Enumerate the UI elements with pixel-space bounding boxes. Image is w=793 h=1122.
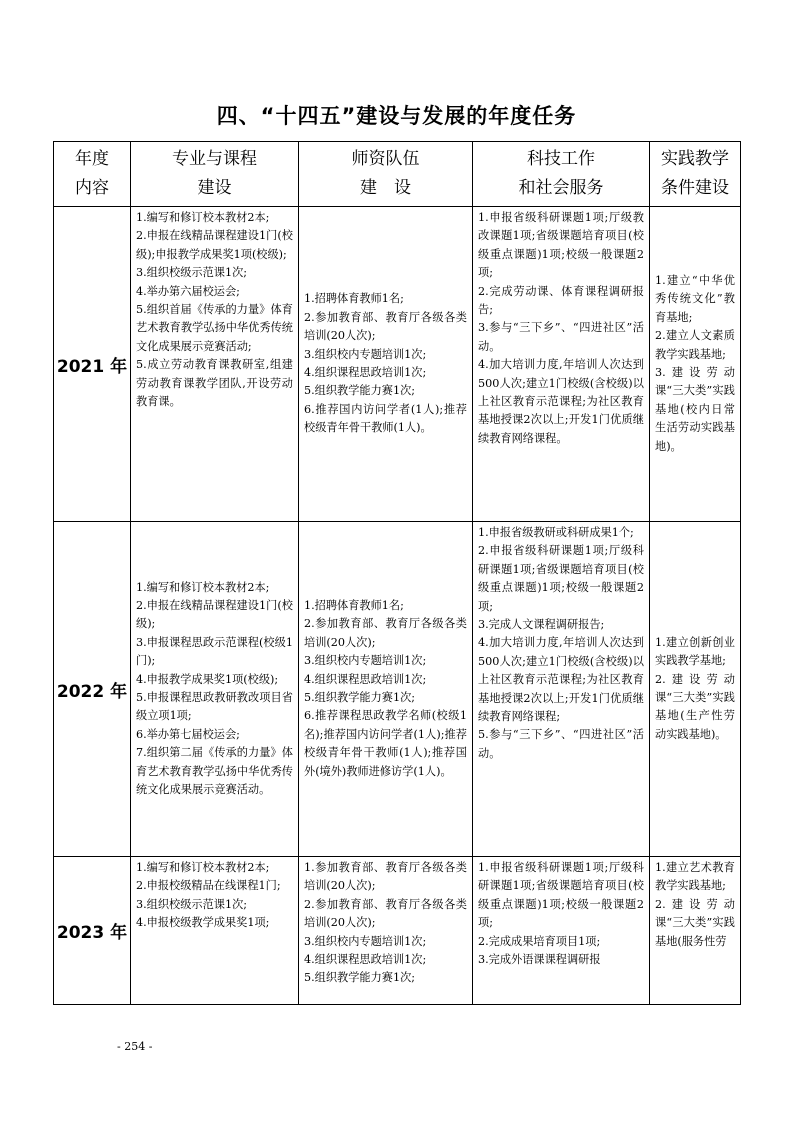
list-item: 3.组织校内专题培训1次; <box>304 347 427 361</box>
list-item: 4.加大培训力度,年培训人次达到500人次;建立1门校级(含校级)以上社区教育示范课程;为社区教育基地授课2次以上;开发1门优质继续教育网络课程。 <box>478 358 644 445</box>
page-number: - 254 - <box>117 1040 153 1053</box>
table-row <box>54 857 741 1005</box>
list-item: 2.建设劳动课“三大类”实践基地(生产性劳动实践基地)。 <box>655 672 735 741</box>
list-item: 1.建立创新创业实践教学基地; <box>655 635 735 668</box>
list-item: 5.组织教学能力赛1次; <box>304 971 416 985</box>
year-cell: 2021 年 <box>54 207 131 522</box>
list-item: 2.参加教育部、教育厅各级各类培训(20人次); <box>304 617 467 649</box>
header-line: 专业与课程 <box>172 149 257 169</box>
list-item: 1.招聘体育教师1名; <box>304 598 404 612</box>
header-line: 科技工作 <box>527 149 595 169</box>
list-item: 2.建立人文素质教学实践基地; <box>655 329 735 361</box>
list-item: 5.组织教学能力赛1次; <box>304 384 416 398</box>
year-cell: 2022 年 <box>54 522 131 857</box>
list-item: 4.组织课程思政培训1次; <box>304 953 427 967</box>
practice-cell <box>650 207 741 522</box>
list-item: 2.完成成果培育项目1项; <box>478 934 601 948</box>
year-cell: 2023 年 <box>54 857 131 1005</box>
header-line: 内容 <box>75 178 109 198</box>
list-item: 5.申报课程思政教研教改项目省级立项1项; <box>136 691 293 723</box>
list-item: 1.参加教育部、教育厅各级各类培训(20人次); <box>304 861 467 893</box>
list-item: 5.参与“三下乡”、“四进社区”活动。 <box>478 728 644 760</box>
list-item: 3.组织校内专题培训1次; <box>304 654 427 668</box>
header-line: 师资队伍 <box>351 149 420 169</box>
list-item: 1.申报省级科研课题1项;厅级科研课题1项;省级课题培育项目(校级重点课题)1项;校级一般课题2项; <box>478 861 644 930</box>
list-item: 2.申报省级科研课题1项;厅级科研课题1项;省级课题培育项目(校级重点课题)1项;校级一般课题2项; <box>478 544 644 613</box>
list-item: 5.组织首届《传承的力量》体育艺术教育教学弘扬中华优秀传统文化成果展示竞赛活动; <box>136 303 293 353</box>
practice-cell <box>650 522 741 857</box>
list-item: 1.编写和修订校本教材2本; <box>136 861 270 874</box>
header-faculty <box>299 142 473 207</box>
list-item: 5.组织教学能力赛1次; <box>304 691 416 704</box>
header-year-content <box>54 142 131 207</box>
header-line: 实践教学 <box>661 149 729 169</box>
list-item: 3.完成人文课程调研报告; <box>478 618 605 632</box>
list-item: 1.建立“中华优秀传统文化”教育基地; <box>655 273 735 324</box>
research-cell <box>473 207 650 522</box>
list-item: 4.组织课程思政培训1次; <box>304 366 427 379</box>
list-item: 5.成立劳动教育课教研室,组建劳动教育课教学团队,开设劳动教育课。 <box>136 358 293 409</box>
annual-task-table <box>53 141 741 1005</box>
list-item: 2.申报校级精品在线课程1门; <box>136 879 281 893</box>
list-item: 2.建设劳动课“三大类”实践基地(服务性劳 <box>655 897 735 948</box>
list-item: 2.参加教育部、教育厅各级各类培训(20人次); <box>304 310 467 343</box>
list-item: 6.推荐国内访问学者(1人);推荐校级青年骨干教师(1人)。 <box>304 402 467 435</box>
header-practice <box>650 142 741 207</box>
list-item: 1.申报省级教研或科研成果1个; <box>478 526 634 539</box>
list-item: 3.建设劳动课“三大类”实践基地(校内日常生活劳动实践基地)。 <box>655 366 735 453</box>
list-item: 3.组织校级示范课1次; <box>136 897 248 911</box>
list-item: 1.建立艺术教育教学实践基地; <box>655 861 735 893</box>
research-cell <box>473 522 650 857</box>
course-cell <box>131 857 299 1005</box>
course-cell <box>131 522 299 857</box>
list-item: 4.加大培训力度,年培训人次达到500人次;建立1门校级(含校级)以上社区教育示范课程;为社区教育基地授课2次以上;开发1门优质继续教育网络课程; <box>478 636 644 724</box>
header-research <box>473 142 650 207</box>
table-row <box>54 522 741 857</box>
header-line: 建 设 <box>360 178 411 198</box>
research-cell <box>473 857 650 1005</box>
faculty-cell <box>299 207 473 522</box>
header-line: 和社会服务 <box>518 178 604 198</box>
list-item: 3.参与“三下乡”、“四进社区”活动。 <box>478 321 644 353</box>
list-item: 2.申报在线精品课程建设1门(校级);申报教学成果奖1项(校级); <box>136 229 293 261</box>
list-item: 4.组织课程思政培训1次; <box>304 672 427 686</box>
list-item: 2.完成劳动课、体育课程调研报告; <box>478 284 644 317</box>
list-item: 6.举办第七届校运会; <box>136 727 240 741</box>
list-item: 3.申报课程思政示范课程(校级1门); <box>136 635 293 668</box>
page-title: 四、“十四五”建设与发展的年度任务 <box>216 104 577 128</box>
list-item: 3.组织校内专题培训1次; <box>304 934 427 948</box>
faculty-cell <box>299 522 473 857</box>
list-item: 2.参加教育部、教育厅各级各类培训(20人次); <box>304 897 467 930</box>
table-header-row <box>54 142 741 207</box>
faculty-cell <box>299 857 473 1005</box>
list-item: 4.申报校级教学成果奖1项; <box>136 916 270 930</box>
list-item: 2.申报在线精品课程建设1门(校级); <box>136 598 293 631</box>
list-item: 1.招聘体育教师1名; <box>304 292 404 306</box>
list-item: 7.组织第二届《传承的力量》体育艺术教育教学弘扬中华优秀传统文化成果展示竞赛活动。 <box>136 746 293 797</box>
list-item: 3.完成外语课课程调研报 <box>478 953 601 967</box>
header-line: 年度 <box>75 149 109 169</box>
header-line: 建设 <box>197 178 232 198</box>
course-cell <box>131 207 299 522</box>
practice-cell <box>650 857 741 1005</box>
list-item: 1.编写和修订校本教材2本; <box>136 580 270 594</box>
list-item: 4.申报教学成果奖1项(校级); <box>136 672 279 686</box>
list-item: 1.申报省级科研课题1项;厅级教改课题1项;省级课题培育项目(校级重点课题)1项;校级一般课题2项; <box>478 211 644 280</box>
header-course <box>131 142 299 207</box>
list-item: 4.举办第六届校运会; <box>136 284 240 298</box>
list-item: 1.编写和修订校本教材2本; <box>136 211 270 224</box>
header-line: 条件建设 <box>661 178 729 198</box>
list-item: 6.推荐课程思政教学名师(校级1名);推荐国内访问学者(1人);推荐校级青年骨干教师(1人);推荐国外(境外)教师进修访学(1人)。 <box>304 709 467 778</box>
list-item: 3.组织校级示范课1次; <box>136 266 248 280</box>
table-row <box>54 207 741 522</box>
